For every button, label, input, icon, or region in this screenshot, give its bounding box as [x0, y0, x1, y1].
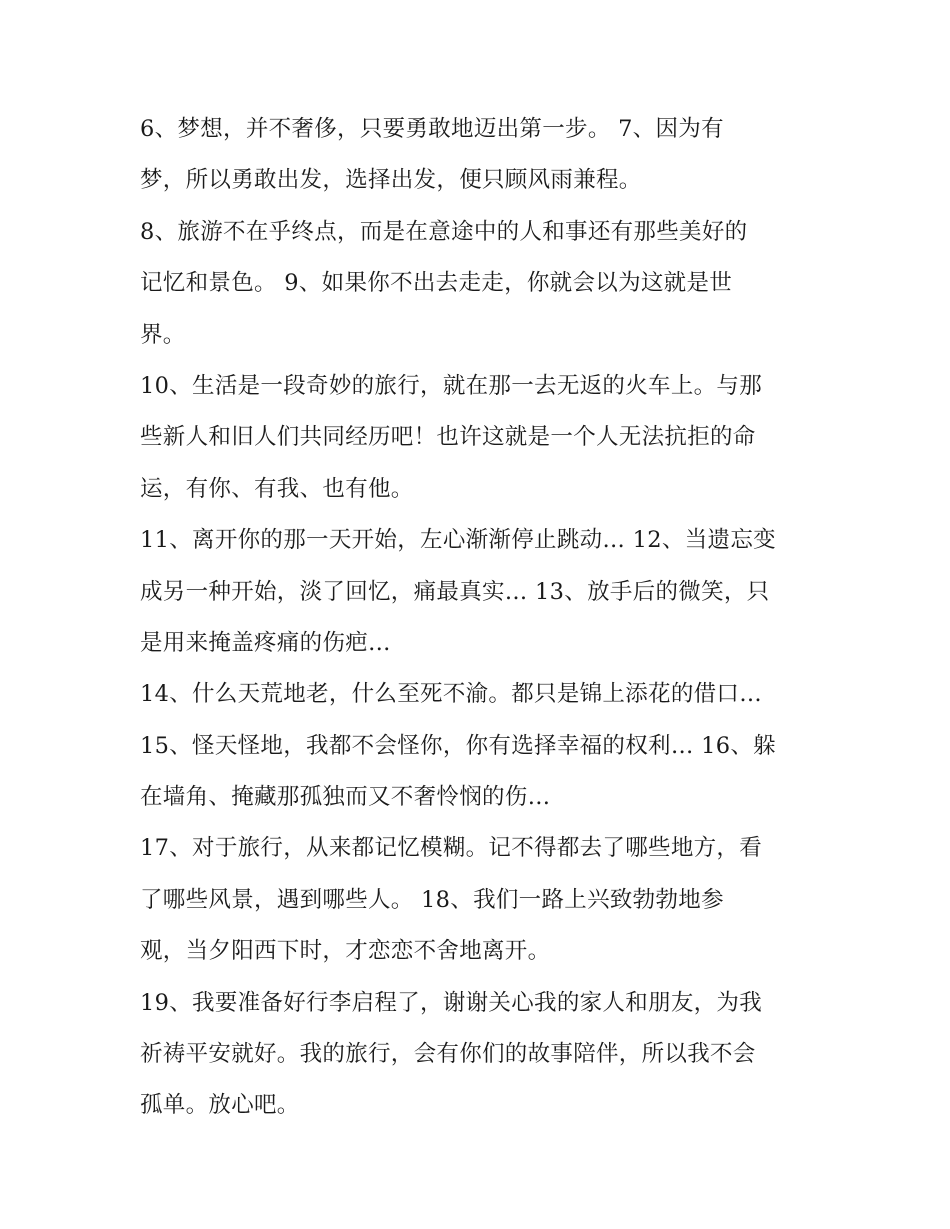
text-line: 10、生活是一段奇妙的旅行，就在那一去无返的火车上。与那 [140, 372, 763, 399]
text-line: 祈祷平安就好。我的旅行，会有你们的故事陪伴，所以我不会 [140, 1041, 756, 1068]
text-line: 界。 [140, 321, 186, 348]
text-line: 14、什么天荒地老，什么至死不渝。都只是锦上添花的借口… [140, 681, 763, 708]
text-line: 成另一种开始，淡了回忆，痛最真实… 13、放手后的微笑，只 [140, 578, 770, 605]
text-line: 6、梦想，并不奢侈，只要勇敢地迈出第一步。 7、因为有 [140, 116, 724, 142]
document-body [140, 104, 820, 1132]
text-line: 了哪些风景，遇到哪些人。 18、我们一路上兴致勃勃地参 [140, 886, 724, 913]
text-line: 11、离开你的那一天开始，左心渐渐停止跳动… 12、当遗忘变 [140, 527, 776, 554]
text-line: 17、对于旅行，从来都记忆模糊。记不得都去了哪些地方，看 [140, 835, 763, 862]
text-line: 些新人和旧人们共同经历吧！也许这就是一个人无法抗拒的命 [140, 424, 756, 451]
text-line: 8、旅游不在乎终点，而是在意途中的人和事还有那些美好的 [140, 218, 748, 245]
text-line: 观，当夕阳西下时，才恋恋不舍地离开。 [140, 938, 551, 965]
text-line: 15、怪天怪地，我都不会怪你，你有选择幸福的权利… 16、躲 [140, 732, 776, 759]
text-line: 孤单。放心吧。 [140, 1092, 300, 1119]
text-line: 19、我要准备好行李启程了，谢谢关心我的家人和朋友，为我 [140, 989, 763, 1016]
text-line: 运，有你、有我、也有他。 [140, 475, 414, 502]
text-line: 记忆和景色。 9、如果你不出去走走，你就会以为这就是世 [140, 270, 733, 297]
text-line: 在墙角、掩藏那孤独而又不奢怜悯的伤… [140, 784, 551, 811]
text-line: 梦，所以勇敢出发，选择出发，便只顾风雨兼程。 [140, 167, 642, 194]
text-line: 是用来掩盖疼痛的伤疤… [140, 629, 391, 656]
